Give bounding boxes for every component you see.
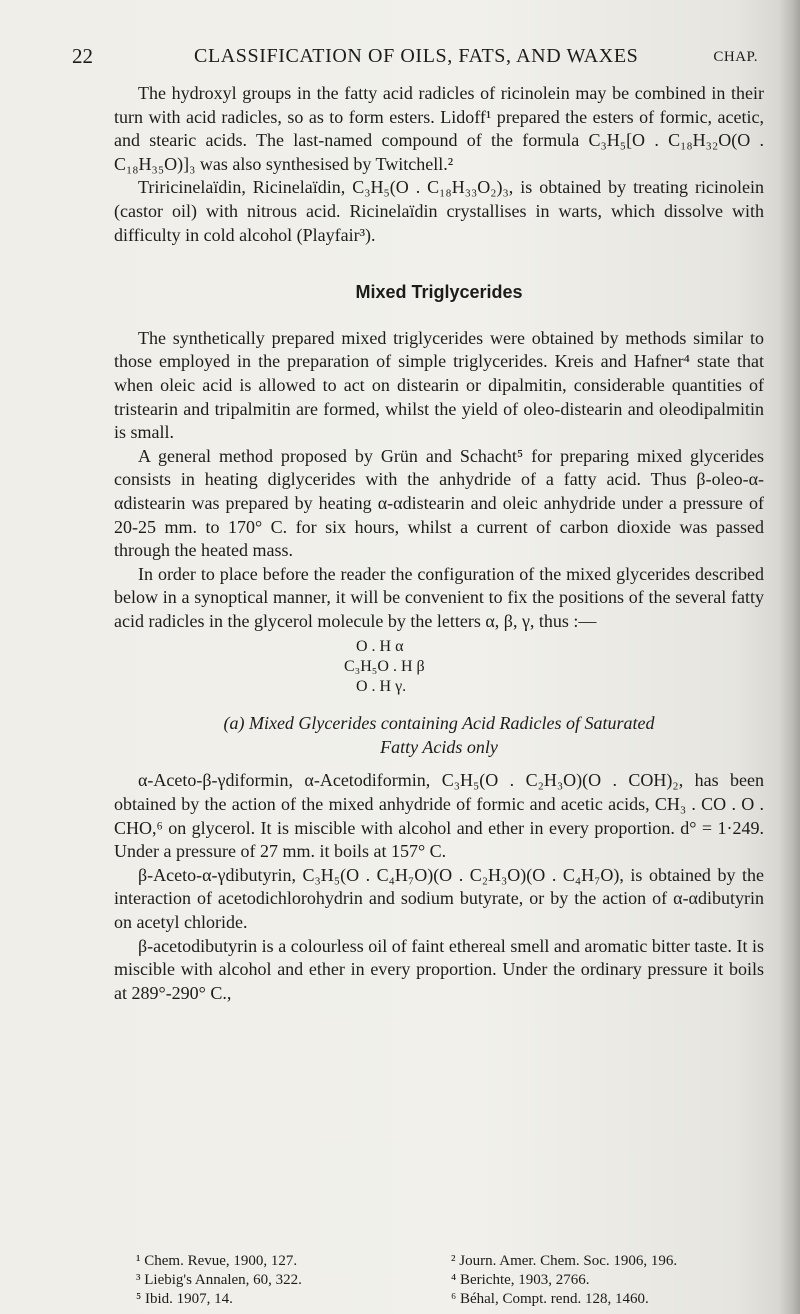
footnote-4: ⁴ Berichte, 1903, 2766. — [451, 1272, 590, 1288]
section-heading: Mixed Triglycerides — [355, 282, 523, 303]
subsection-heading-line2: Fatty Acids only — [380, 737, 498, 758]
footnotes — [136, 1252, 766, 1309]
page-header — [72, 44, 758, 78]
paragraph-esters: The hydroxyl groups in the fatty acid radicles of ricinolein may be combined in their turn with acid radicles, so as to form esters. Lidoff¹ prepared the esters of formic, acetic, and stearic acids. The last-named compound of the formula C₃H₅[O . C₁₈H₃₂O(O . C₁₈H₃₅O)]₃ was also synthesised by Twitchell.² — [114, 83, 764, 174]
subsection-heading — [114, 711, 764, 759]
glycerol-formula — [344, 637, 764, 697]
page-number: 22 — [72, 44, 93, 68]
paragraph-acetodibutyrin-properties: β-acetodibutyrin is a colourless oil of faint ethereal smell and aromatic bitter taste. It is miscible with alcohol and ether in every proportion. Under the ordinary pressure it boils at 289°-290° C., — [114, 935, 764, 1003]
paragraph-acetodibutyrin: β-Aceto-α-γdibutyrin, C₃H₅(O . C₄H₇O)(O . C₂H₃O)(O . C₄H₇O), is obtained by the interaction of acetodichlorohydrin and sodium butyrate, or by the action of α-αdibutyrin on acetyl chloride. — [114, 864, 764, 933]
page-body — [114, 82, 764, 1005]
formula-line-gamma: O . H γ. — [356, 678, 407, 696]
subsection-heading-line1: (a) Mixed Glycerides containing Acid Radicles of Saturated — [223, 713, 655, 734]
footnote-5: ⁵ Ibid. 1907, 14. — [136, 1291, 233, 1307]
formula-line-alpha: O . H α — [356, 638, 404, 656]
page-edge-shadow — [778, 0, 800, 1314]
footnote-2: ² Journ. Amer. Chem. Soc. 1906, 196. — [451, 1253, 678, 1269]
footnote-1: ¹ Chem. Revue, 1900, 127. — [136, 1253, 298, 1269]
paragraph-mixed-intro: The synthetically prepared mixed triglycerides were obtained by methods similar to those employed in the preparation of simple triglycerides. Kreis and Hafner⁴ state that when oleic acid is allowed to act on distearin or dipalmitin, considerable quantities of tristearin and tripalmitin are formed, whilst the yield of oleo-distearin and oleodipalmitin is small. — [114, 327, 764, 443]
chapter-label: CHAP. — [713, 49, 758, 65]
footnote-row — [136, 1271, 766, 1290]
paragraph-configuration: In order to place before the reader the configuration of the mixed glycerides described below in a synoptical manner, it will be convenient to fix the positions of the several fatty acid radicles in the glycerol molecule by the letters α, β, γ, thus :— — [114, 563, 764, 631]
footnote-row — [136, 1252, 766, 1271]
footnote-6: ⁶ Béhal, Compt. rend. 128, 1460. — [451, 1291, 649, 1307]
footnote-3: ³ Liebig's Annalen, 60, 322. — [136, 1272, 302, 1288]
paragraph-triricinelaidin: Triricinelaïdin, Ricinelaïdin, C₃H₅(O . C₁₈H₃₃O₂)₃, is obtained by treating ricinolein (castor oil) with nitrous acid. Ricinelaïdin crystallises in warts, which dissolve with difficulty in cold alcohol (Playfair³). — [114, 177, 764, 245]
paragraph-acetodiformin: α-Aceto-β-γdiformin, α-Acetodiformin, C₃H₅(O . C₂H₃O)(O . COH)₂, has been obtained by the action of the mixed anhydride of formic and acetic acids, CH₃ . CO . O . CHO,⁶ on glycerol. It is miscible with alcohol and ether in every proportion. d° = 1·249. Under a pressure of 27 mm. it boils at 157° C. — [114, 770, 764, 862]
footnote-row — [136, 1290, 766, 1309]
formula-line-beta: C₃H₅O . H β — [344, 658, 425, 676]
paragraph-general-method: A general method proposed by Grün and Schacht⁵ for preparing mixed glycerides consists in heating diglycerides with the anhydride of a fatty acid. Thus β-oleo-α-αdistearin was prepared by heating α-αdistearin and oleic anhydride under a pressure of 20-25 mm. to 170° C. for six hours, whilst a current of carbon dioxide was passed through the heated mass. — [114, 445, 764, 561]
running-title: CLASSIFICATION OF OILS, FATS, AND WAXES — [194, 45, 639, 67]
